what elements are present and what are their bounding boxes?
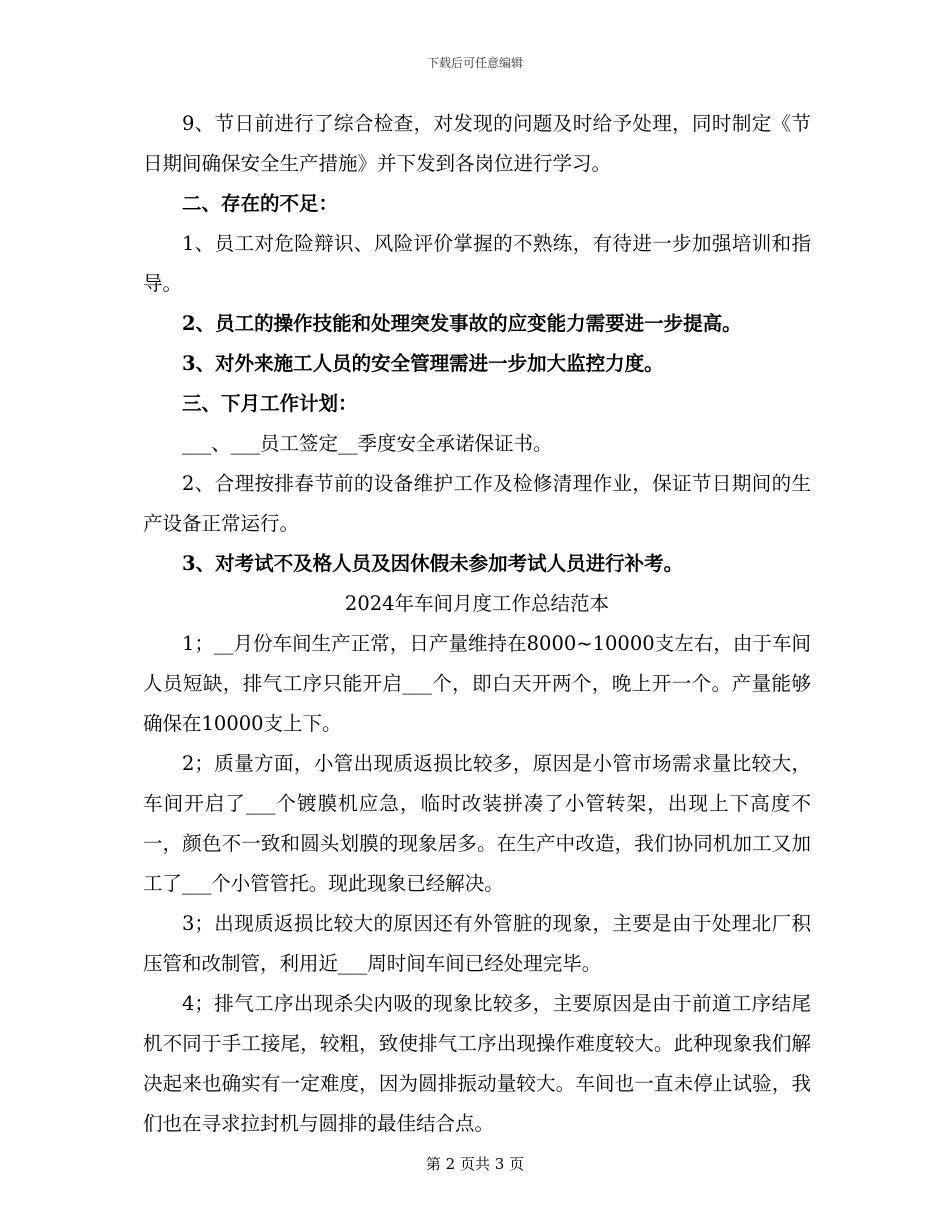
paragraph: 1、员工对危险辩识、风险评价掌握的不熟练，有待进一步加强培训和指导。 [143,232,811,295]
paragraph: 3、对外来施工人员的安全管理需进一步加大监控力度。 [182,352,664,375]
page-number: 第 2 页共 3 页 [425,1155,525,1173]
paragraph: 3、对考试不及格人员及因休假未参加考试人员进行补考。 [182,552,684,575]
paragraph: 1；__月份车间生产正常，日产量维持在8000~10000支左右，由于车间人员短缺，排气工序只能开启___个，即白天开两个，晚上开一个。产量能够确保在10000支上下。 [143,632,811,735]
paragraph: 2、员工的操作技能和处理突发事故的应变能力需要进一步提高。 [182,312,742,335]
document-title: 2024年车间月度工作总结范本 [344,592,610,615]
paragraph: 4；排气工序出现杀尖内吸的现象比较多，主要原因是由于前道工序结尾机不同于手工接尾，较粗，致使排气工序出现操作难度较大。此种现象我们解决起来也确实有一定难度，因为圆排振动量较大。车间也一直未停止试验，我们也在寻求拉封机与圆排的最佳结合点。 [143,992,811,1135]
section-heading: 三、下月工作计划： [182,392,358,415]
paragraph: 9、节日前进行了综合检查，对发现的问题及时给予处理，同时制定《节日期间确保安全生产措施》并下发到各岗位进行学习。 [143,112,811,175]
paragraph: 2；质量方面，小管出现质返损比较多，原因是小管市场需求量比较大，车间开启了___个镀膜机应急，临时改装拼凑了小管转架，出现上下高度不一，颜色不一致和圆头划膜的现象居多。在生产中改造，我们协同机加工又加工了___个小管管托。现此现象已经解决。 [143,752,811,895]
section-heading: 二、存在的不足： [182,192,339,215]
paragraph: ___、___员工签定__季度安全承诺保证书。 [182,432,553,455]
paragraph: 3；出现质返损比较大的原因还有外管脏的现象，主要是由于处理北厂积压管和改制管，利用近___周时间车间已经处理完毕。 [143,912,811,975]
document-body [143,104,811,1144]
paragraph: 2、合理按排春节前的设备维护工作及检修清理作业，保证节日期间的生产设备正常运行。 [143,472,811,535]
page-header: 下载后可任意编辑 [426,56,523,70]
